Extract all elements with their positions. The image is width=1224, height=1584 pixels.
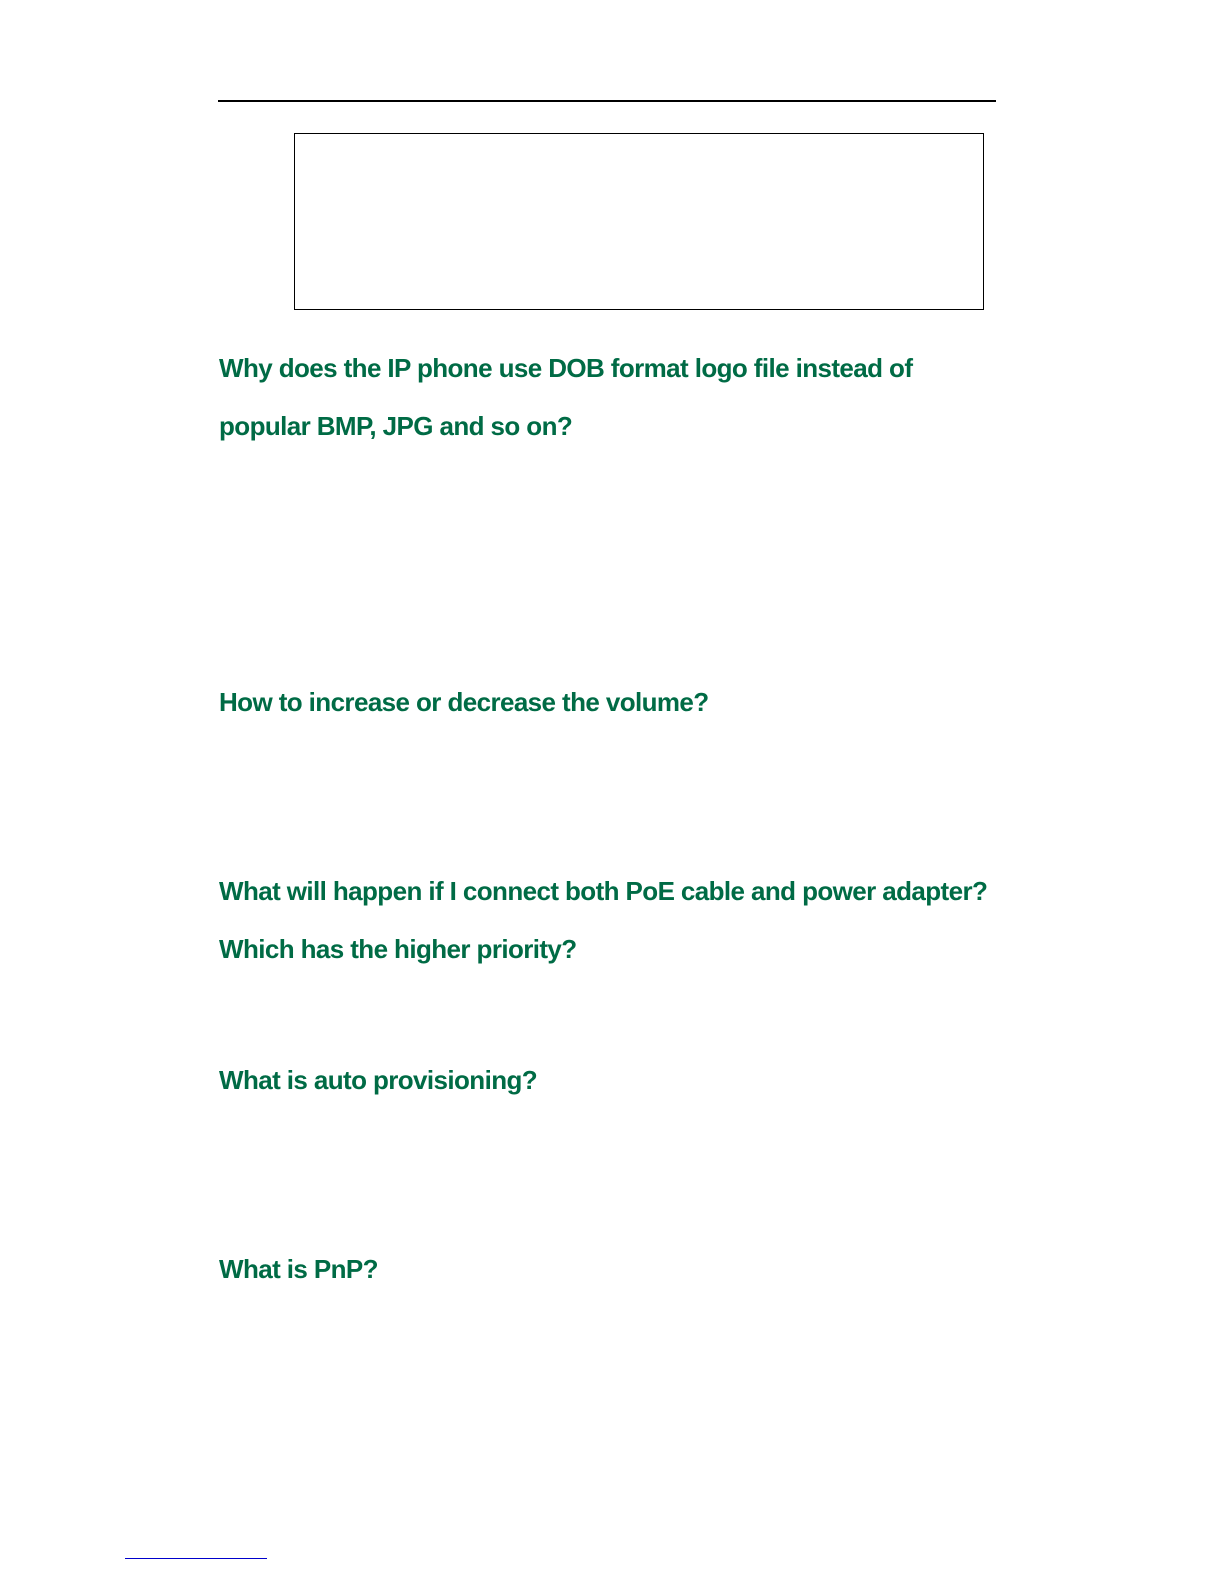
faq-question-line: Why does the IP phone use DOB format logo file instead of xyxy=(219,353,913,383)
faq-question-poe-power xyxy=(219,862,987,978)
faq-question-line: What will happen if I connect both PoE cable and power adapter? xyxy=(219,876,988,906)
faq-question-pnp xyxy=(219,1240,378,1298)
footer-link-underline[interactable] xyxy=(125,1558,267,1559)
faq-question-line: What is auto provisioning? xyxy=(219,1065,538,1095)
faq-question-line: popular BMP, JPG and so on? xyxy=(219,411,573,441)
faq-question-dob-logo xyxy=(219,339,912,455)
note-box xyxy=(294,133,984,310)
faq-question-line: How to increase or decrease the volume? xyxy=(219,687,709,717)
faq-question-line: What is PnP? xyxy=(219,1254,378,1284)
header-divider xyxy=(218,100,996,102)
faq-question-auto-provisioning xyxy=(219,1051,537,1109)
faq-question-line: Which has the higher priority? xyxy=(219,934,577,964)
faq-question-volume xyxy=(219,673,709,731)
